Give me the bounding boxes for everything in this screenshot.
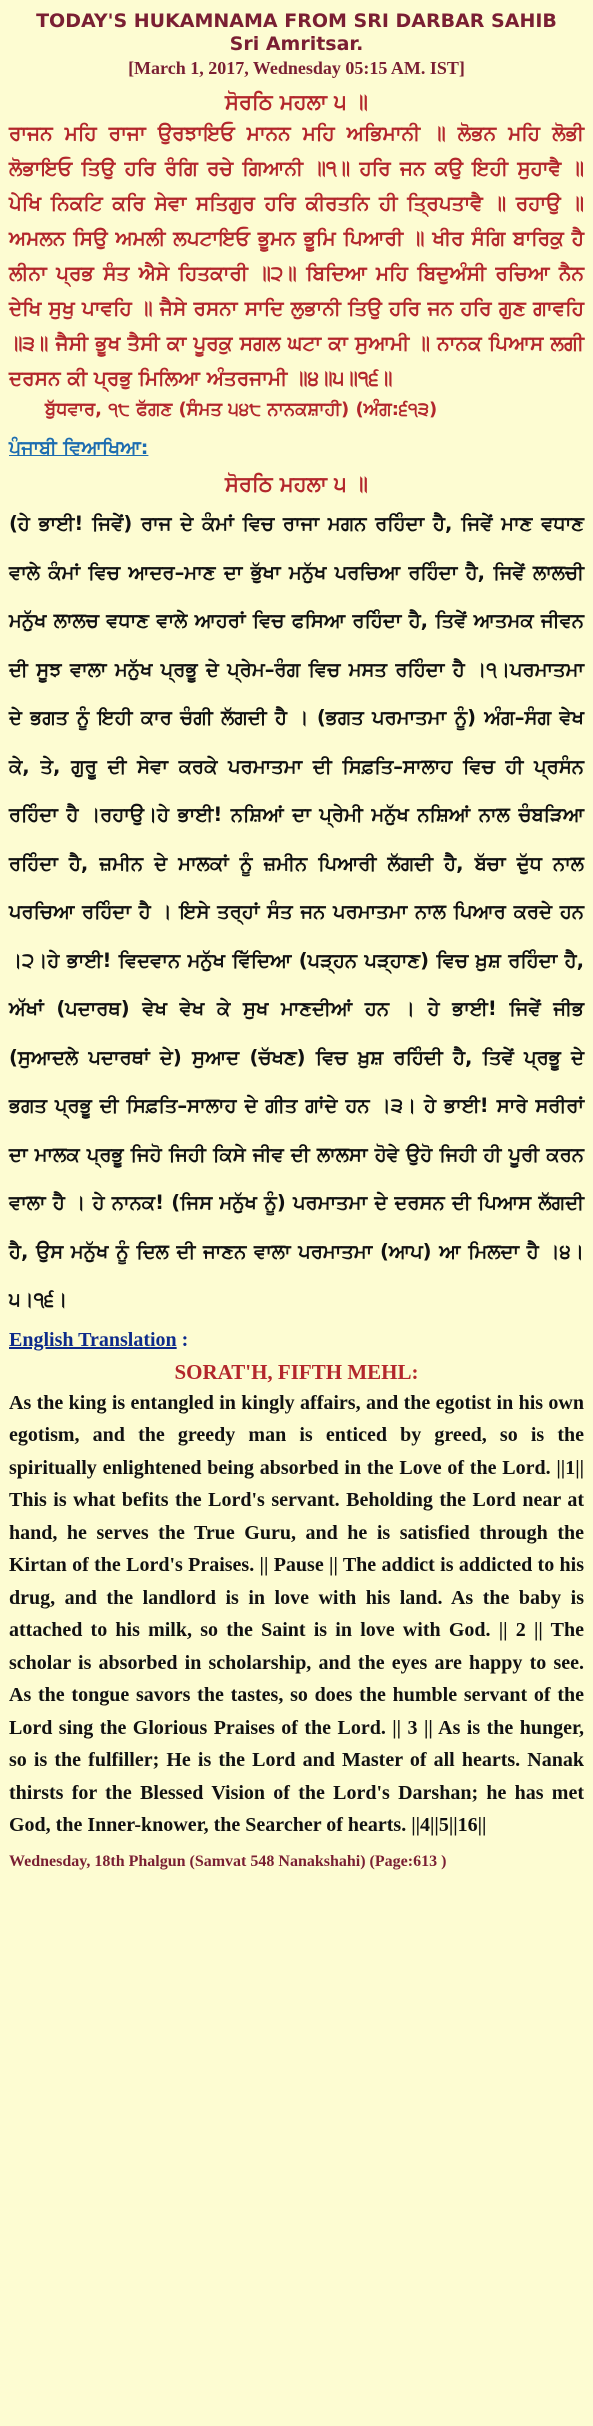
english-translation-label [9, 1327, 584, 1353]
page-title [9, 10, 584, 56]
english-heading: SORAT'H, FIFTH MEHL: [174, 1359, 419, 1384]
english-text: As the king is entangled in kingly affairs, and the egotist in his own egotism, and the greedy man is enticed by greed, so is the spiritually enlightened being absorbed in the Love of the Lord. ||1|| This is what befits the Lord's servant. Beholding the Lord near at hand, he serves the True Guru, and he is satisfied through the Kirtan of the Lord's Praises. || Pause || The addict is addicted to his drug, and the landlord is in love with his land. As the baby is attached to his milk, so the Saint is in love with God. || 2 || The scholar is absorbed in scholarship, and the eyes are happy to see. As the tongue savors the tastes, so does the humble servant of the Lord sing the Glorious Praises of the Lord. || 3 || As is the hunger, so is the fulfiller; He is the Lord and Master of all hearts. Nanak thirsts for the Blessed Vision of the Lord's Darshan; he has met God, the Inner-knower, the Searcher of hearts. ||4||5||16|| [9, 1391, 584, 1836]
title-line-1: TODAY'S HUKAMNAMA FROM SRI DARBAR SAHIB [36, 10, 557, 32]
footer-date-line: Wednesday, 18th Phalgun (Samvat 548 Nanakshahi) (Page:613 ) [9, 1852, 447, 1870]
english-translation-link[interactable]: English Translation [9, 1328, 177, 1351]
header-date: [March 1, 2017, Wednesday 05:15 AM. IST] [128, 58, 465, 78]
shabad-text: ਰਾਜਨ ਮਹਿ ਰਾਜਾ ਉਰਝਾਇਓ ਮਾਨਨ ਮਹਿ ਅਭਿਮਾਨੀ ॥ ਲੋਭਨ ਮਹਿ ਲੋਭੀ ਲੋਭਾਇਓ ਤਿਉ ਹਰਿ ਰੰਗਿ ਰਚੇ ਗਿਆਨੀ ॥੧॥ ਹਰਿ ਜਨ ਕਉ ਇਹੀ ਸੁਹਾਵੈ ॥ ਪੇਖਿ ਨਿਕਟਿ ਕਰਿ ਸੇਵਾ ਸਤਿਗੁਰ ਹਰਿ ਕੀਰਤਨਿ ਹੀ ਤ੍ਰਿਪਤਾਵੈ ॥ ਰਹਾਉ ॥ ਅਮਲਨ ਸਿਉ ਅਮਲੀ ਲਪਟਾਇਓ ਭੂਮਨ ਭੂਮਿ ਪਿਆਰੀ ॥ ਖੀਰ ਸੰਗਿ ਬਾਰਿਕੁ ਹੈ ਲੀਨਾ ਪ੍ਰਭ ਸੰਤ ਐਸੇ ਹਿਤਕਾਰੀ ॥੨॥ ਬਿਦਿਆ ਮਹਿ ਬਿਦੁਅੰਸੀ ਰਚਿਆ ਨੈਨ ਦੇਖਿ ਸੁਖੁ ਪਾਵਹਿ ॥ ਜੈਸੇ ਰਸਨਾ ਸਾਦਿ ਲੁਭਾਨੀ ਤਿਉ ਹਰਿ ਜਨ ਹਰਿ ਗੁਣ ਗਾਵਹਿ ॥੩॥ ਜੈਸੀ ਭੂਖ ਤੈਸੀ ਕਾ ਪੂਰਕੁ ਸਗਲ ਘਟਾ ਕਾ ਸੁਆਮੀ ॥ ਨਾਨਕ ਪਿਆਸ ਲਗੀ ਦਰਸਨ ਕੀ ਪ੍ਰਭੁ ਮਿਲਿਆ ਅੰਤਰਜਾਮੀ ॥੪॥੫॥੧੬॥ [9, 121, 584, 390]
vyakhya-heading: ਸੋਰਠਿ ਮਹਲਾ ੫ ॥ [225, 472, 368, 496]
title-line-2: Sri Amritsar. [229, 33, 364, 55]
vyakhya-text: (ਹੇ ਭਾਈ! ਜਿਵੇਂ) ਰਾਜ ਦੇ ਕੰਮਾਂ ਵਿਚ ਰਾਜਾ ਮਗਨ ਰਹਿੰਦਾ ਹੈ, ਜਿਵੇਂ ਮਾਣ ਵਧਾਣ ਵਾਲੇ ਕੰਮਾਂ ਵਿਚ ਆਦਰ–ਮਾਣ ਦਾ ਭੁੱਖਾ ਮਨੁੱਖ ਪਰਚਿਆ ਰਹਿੰਦਾ ਹੈ, ਜਿਵੇਂ ਲਾਲਚੀ ਮਨੁੱਖ ਲਾਲਚ ਵਧਾਣ ਵਾਲੇ ਆਹਰਾਂ ਵਿਚ ਫਸਿਆ ਰਹਿੰਦਾ ਹੈ, ਤਿਵੇਂ ਆਤਮਕ ਜੀਵਨ ਦੀ ਸੂਝ ਵਾਲਾ ਮਨੁੱਖ ਪ੍ਰਭੂ ਦੇ ਪ੍ਰੇਮ–ਰੰਗ ਵਿਚ ਮਸਤ ਰਹਿੰਦਾ ਹੈ ।੧।ਪਰਮਾਤਮਾ ਦੇ ਭਗਤ ਨੂੰ ਇਹੀ ਕਾਰ ਚੰਗੀ ਲੱਗਦੀ ਹੈ । (ਭਗਤ ਪਰਮਾਤਮਾ ਨੂੰ) ਅੰਗ–ਸੰਗ ਵੇਖ ਕੇ, ਤੇ, ਗੁਰੂ ਦੀ ਸੇਵਾ ਕਰਕੇ ਪਰਮਾਤਮਾ ਦੀ ਸਿਫ਼ਤਿ–ਸਾਲਾਹ ਵਿਚ ਹੀ ਪ੍ਰਸੰਨ ਰਹਿੰਦਾ ਹੈ ।ਰਹਾਉ।ਹੇ ਭਾਈ! ਨਸ਼ਿਆਂ ਦਾ ਪ੍ਰੇਮੀ ਮਨੁੱਖ ਨਸ਼ਿਆਂ ਨਾਲ ਚੰਬੜਿਆ ਰਹਿੰਦਾ ਹੈ, ਜ਼ਮੀਨ ਦੇ ਮਾਲਕਾਂ ਨੂੰ ਜ਼ਮੀਨ ਪਿਆਰੀ ਲੱਗਦੀ ਹੈ, ਬੱਚਾ ਦੁੱਧ ਨਾਲ ਪਰਚਿਆ ਰਹਿੰਦਾ ਹੈ । ਇਸੇ ਤਰ੍ਹਾਂ ਸੰਤ ਜਨ ਪਰਮਾਤਮਾ ਨਾਲ ਪਿਆਰ ਕਰਦੇ ਹਨ ।੨।ਹੇ ਭਾਈ! ਵਿਦਵਾਨ ਮਨੁੱਖ ਵਿੱਦਿਆ (ਪੜ੍ਹਨ ਪੜ੍ਹਾਣ) ਵਿਚ ਖ਼ੁਸ਼ ਰਹਿੰਦਾ ਹੈ, ਅੱਖਾਂ (ਪਦਾਰਥ) ਵੇਖ ਵੇਖ ਕੇ ਸੁਖ ਮਾਣਦੀਆਂ ਹਨ । ਹੇ ਭਾਈ! ਜਿਵੇਂ ਜੀਭ (ਸੁਆਦਲੇ ਪਦਾਰਥਾਂ ਦੇ) ਸੁਆਦ (ਚੱਖਣ) ਵਿਚ ਖ਼ੁਸ਼ ਰਹਿੰਦੀ ਹੈ, ਤਿਵੇਂ ਪ੍ਰਭੂ ਦੇ ਭਗਤ ਪ੍ਰਭੂ ਦੀ ਸਿਫ਼ਤਿ–ਸਾਲਾਹ ਦੇ ਗੀਤ ਗਾਂਦੇ ਹਨ ।੩। ਹੇ ਭਾਈ! ਸਾਰੇ ਸਰੀਰਾਂ ਦਾ ਮਾਲਕ ਪ੍ਰਭੂ ਜਿਹੋ ਜਿਹੀ ਕਿਸੇ ਜੀਵ ਦੀ ਲਾਲਸਾ ਹੋਵੇ ਉਹੋ ਜਿਹੀ ਹੀ ਪੂਰੀ ਕਰਨ ਵਾਲਾ ਹੈ । ਹੇ ਨਾਨਕ! (ਜਿਸ ਮਨੁੱਖ ਨੂੰ) ਪਰਮਾਤਮਾ ਦੇ ਦਰਸਨ ਦੀ ਪਿਆਸ ਲੱਗਦੀ ਹੈ, ਉਸ ਮਨੁੱਖ ਨੂੰ ਦਿਲ ਦੀ ਜਾਣਨ ਵਾਲਾ ਪਰਮਾਤਮਾ (ਆਪ) ਆ ਮਿਲਦਾ ਹੈ ।੪।੫।੧੬। [9, 512, 584, 1311]
english-label-suffix: : [176, 1328, 189, 1351]
shabad-heading: ਸੋਰਠਿ ਮਹਲਾ ੫ ॥ [225, 90, 368, 114]
punjabi-vyakhya-label[interactable]: ਪੰਜਾਬੀ ਵਿਆਖਿਆ: [9, 437, 149, 459]
shabad-date-line: ਬੁੱਧਵਾਰ, ੧੮ ਫੱਗਣ (ਸੰਮਤ ੫੪੮ ਨਾਨਕਸ਼ਾਹੀ) (ਅੰਗ:੬੧੩) [45, 399, 438, 420]
